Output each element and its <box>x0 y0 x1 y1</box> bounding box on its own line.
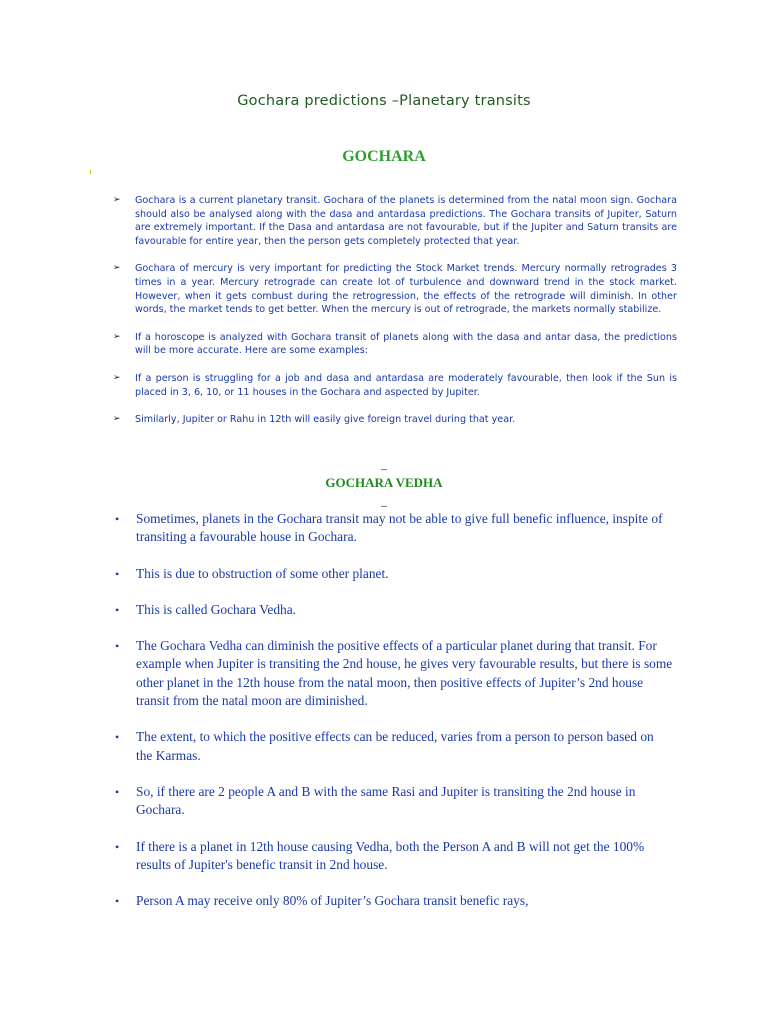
document-title: Gochara predictions –Planetary transits <box>237 93 531 109</box>
list-item-text: This is called Gochara Vedha. <box>136 601 297 617</box>
arrow-bullet-icon: ➢ <box>113 195 121 205</box>
list-item-text: Gochara of mercury is very important for predicting the Stock Market trends. Mercury normally retrogrades 3 times in a year. Mercury retrograde can create lot of turbulence and downward trend in the stock market. However, when it gets combust during the retrogression, the effects of the retrograde will diminish. In other words, the market tends to get better. When the mercury is out of retrograde, the markets normally stabilize. <box>135 263 677 316</box>
arrow-bullet-icon: ➢ <box>113 331 121 342</box>
list-item-text: If a horoscope is analyzed with Gochara transit of planets along with the dasa and antar dasa, the predictions will be more accurate. Here are some examples: <box>135 331 677 357</box>
list-item <box>113 728 673 765</box>
list-item <box>113 838 673 875</box>
list-item-text: The Gochara Vedha can diminish the positive effects of a particular planet during that transit. For example when Jupiter is transiting the 2nd house, he gives very favourable results, but there is some other planet in the 12th house from the natal moon, then positive effects of Jupiter’s 2nd house transit from the natal moon are diminished. <box>136 638 673 709</box>
bullet-dot-icon: • <box>115 639 120 654</box>
list-item-text: Gochara is a current planetary transit. Gochara of the planets is determined from the natal moon sign. Gochara should also be analysed along with the dasa and antardasa predictions. The Gochara transits of Jupiter, Saturn are extremely important. If the Dasa and antardasa are not favourable, but if the Jupiter and Saturn transits are favourable for entire year, then the person gets completely protected that year. <box>135 195 677 247</box>
gochara-vedha-list <box>113 510 673 928</box>
bullet-dot-icon: • <box>115 730 120 745</box>
list-item <box>113 413 677 427</box>
bullet-dot-icon: • <box>115 512 120 526</box>
list-item <box>113 637 673 710</box>
heading-tick-top <box>381 469 387 470</box>
list-item-text: This is due to obstruction of some other planet. <box>136 565 389 581</box>
list-item-text: So, if there are 2 people A and B with the same Rasi and Jupiter is transiting the 2nd house in Gochara. <box>136 783 636 818</box>
list-item <box>113 331 677 358</box>
bullet-dot-icon: • <box>115 839 120 854</box>
bullet-dot-icon: • <box>115 784 120 799</box>
list-item <box>113 194 677 248</box>
list-item-text: If there is a planet in 12th house causing Vedha, both the Person A and B will not get the 100% results of Jupiter's benefic transit in 2nd house. <box>136 838 645 872</box>
heading-tick-bottom <box>381 506 387 507</box>
list-item <box>113 372 677 399</box>
bullet-dot-icon: • <box>115 602 120 617</box>
stray-mark <box>90 170 91 174</box>
list-item <box>113 262 677 316</box>
section-heading-gochara: GOCHARA <box>342 148 426 165</box>
list-item <box>113 565 673 583</box>
arrow-bullet-icon: ➢ <box>113 263 121 274</box>
arrow-bullet-icon: ➢ <box>113 414 121 425</box>
list-item <box>113 601 673 619</box>
list-item-text: Similarly, Jupiter or Rahu in 12th will easily give foreign travel during that year. <box>135 414 516 426</box>
list-item-text: The extent, to which the positive effects can be reduced, varies from a person to person based on the Karmas. <box>136 729 654 763</box>
list-item-text: If a person is struggling for a job and dasa and antardasa are moderately favourable, then look if the Sun is placed in 3, 6, 10, or 11 houses in the Gochara and aspected by Jupiter. <box>135 372 677 398</box>
section-heading-gochara-vedha: GOCHARA VEDHA <box>325 475 443 490</box>
gochara-list <box>113 194 677 441</box>
list-item-text: Sometimes, planets in the Gochara transit may not be able to give full benefic influence, inspite of transiting a favourable house in Gochara. <box>136 511 663 545</box>
bullet-dot-icon: • <box>115 566 120 581</box>
list-item <box>113 510 673 547</box>
list-item <box>113 892 673 910</box>
list-item-text: Person A may receive only 80% of Jupiter’s Gochara transit benefic rays, <box>136 893 529 909</box>
bullet-dot-icon: • <box>115 894 120 909</box>
arrow-bullet-icon: ➢ <box>113 372 121 383</box>
list-item <box>113 783 673 820</box>
